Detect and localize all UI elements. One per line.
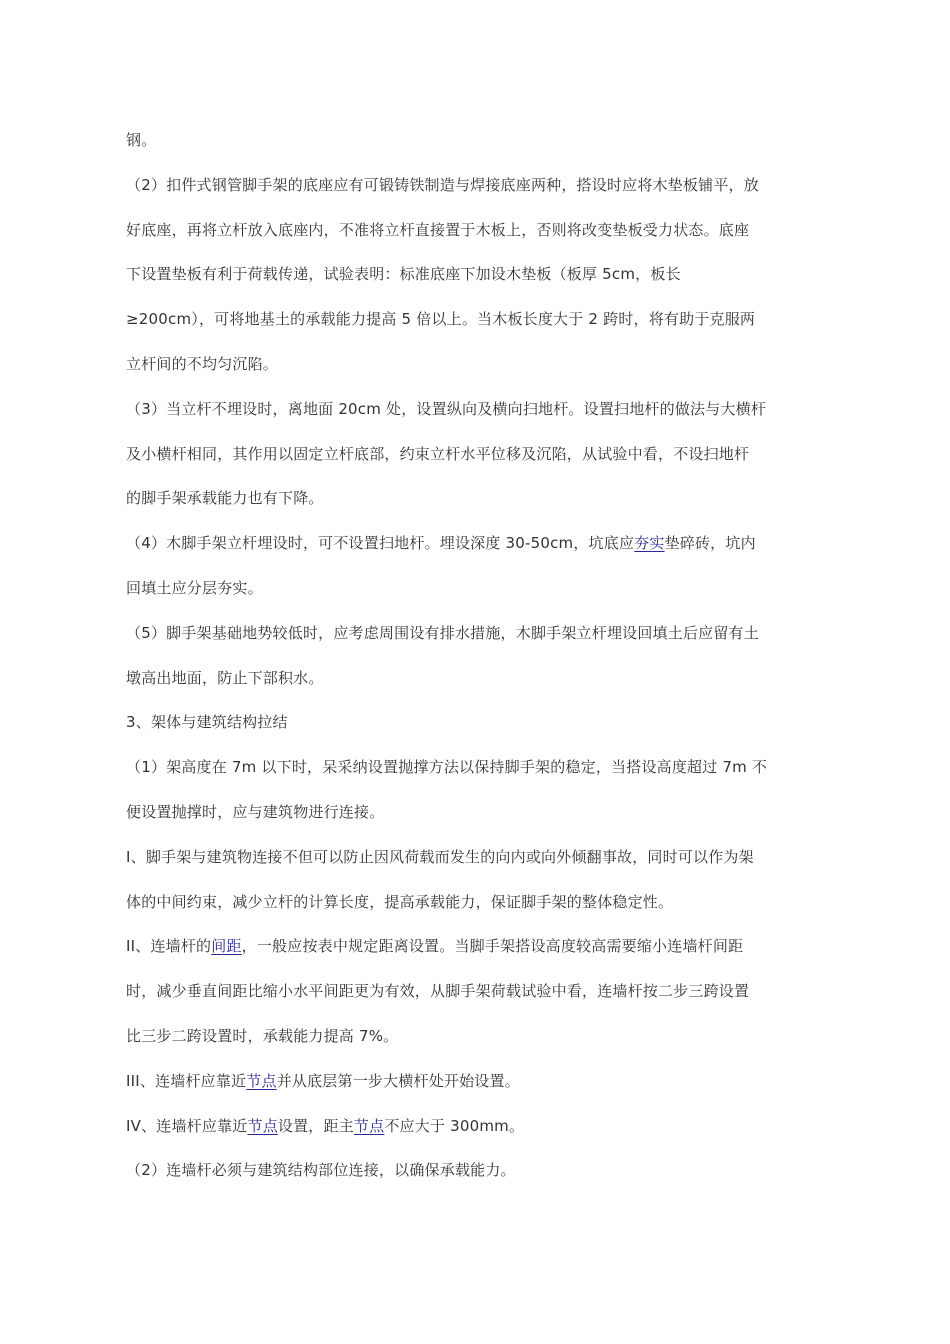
link-jiedian[interactable]: 节点 <box>246 1071 277 1090</box>
text-segment: IV、连墙杆应靠近 <box>126 1116 248 1135</box>
text-line <box>126 969 826 1014</box>
text-line <box>126 521 826 566</box>
text-segment: 的脚手架承载能力也有下降。 <box>126 489 324 508</box>
link-jiedian[interactable]: 节点 <box>247 1116 278 1135</box>
text-line <box>126 656 826 701</box>
text-segment: （5）脚手架基础地势较低时，应考虑周围设有排水措施，木脚手架立杆埋设回填土后应留有土 <box>126 623 759 642</box>
text-segment: 时，减少垂直间距比缩小水平间距更为有效，从脚手架荷载试验中看，连墙杆按二步三跨设置 <box>126 982 750 1001</box>
text-segment: （4）木脚手架立杆埋设时，可不设置扫地杆。埋设深度 30-50cm，坑底应 <box>126 534 635 553</box>
text-line <box>126 835 826 880</box>
text-line <box>126 924 826 969</box>
link-jianju[interactable]: 间距 <box>211 937 242 956</box>
document-body <box>126 118 826 1193</box>
text-line <box>126 1014 826 1059</box>
text-line <box>126 476 826 521</box>
text-line <box>126 342 826 387</box>
text-segment: 3、架体与建筑结构拉结 <box>126 713 288 732</box>
text-segment: 垫碎砖，坑内 <box>664 534 756 553</box>
text-segment: （1）架高度在 7m 以下时，呆采纳设置抛撑方法以保持脚手架的稳定，当搭设高度超过 7m 不 <box>126 758 768 777</box>
link-hangshi[interactable]: 夯实 <box>634 534 665 553</box>
text-segment: 墩高出地面，防止下部积水。 <box>126 668 324 687</box>
text-segment: 比三步二跨设置时，承载能力提高 7%。 <box>126 1026 399 1045</box>
text-line <box>126 118 826 163</box>
text-segment: （3）当立杆不埋设时，离地面 20cm 处，设置纵向及横向扫地杆。设置扫地杆的做法与大横杆 <box>126 399 767 418</box>
text-line <box>126 252 826 297</box>
text-segment: 及小横杆相同，其作用以固定立杆底部，约束立杆水平位移及沉陷，从试验中看，不设扫地杆 <box>126 444 750 463</box>
text-segment: 下设置垫板有利于荷载传递，试验表明：标准底座下加设木垫板（板厚 5cm，板长 <box>126 265 681 284</box>
section-heading <box>126 700 826 745</box>
text-line <box>126 1148 826 1193</box>
text-line <box>126 566 826 611</box>
text-segment: ，一般应按表中规定距离设置。当脚手架搭设高度较高需要缩小连墙杆间距 <box>241 937 744 956</box>
text-segment: 好底座，再将立杆放入底座内，不准将立杆直接置于木板上，否则将改变垫板受力状态。底座 <box>126 220 750 239</box>
text-segment: （2）连墙杆必须与建筑结构部位连接，以确保承载能力。 <box>126 1161 516 1180</box>
text-segment: 钢。 <box>126 131 157 149</box>
text-segment: III、连墙杆应靠近 <box>126 1071 247 1090</box>
text-segment: II、连墙杆的 <box>126 937 212 956</box>
text-line <box>126 432 826 477</box>
text-line <box>126 163 826 208</box>
text-segment: 立杆间的不均匀沉陷。 <box>126 354 279 373</box>
text-line <box>126 387 826 432</box>
text-segment: ≥200cm），可将地基土的承载能力提高 5 倍以上。当木板长度大于 2 跨时，将有助于克服两 <box>126 310 756 329</box>
text-segment: 体的中间约束，减少立杆的计算长度，提高承载能力，保证脚手架的整体稳定性。 <box>126 892 674 911</box>
text-line <box>126 1059 826 1104</box>
text-line <box>126 297 826 342</box>
text-line <box>126 208 826 253</box>
text-line <box>126 745 826 790</box>
text-line <box>126 880 826 925</box>
text-segment: 设置，距主 <box>277 1116 354 1135</box>
text-segment: 不应大于 300mm。 <box>384 1116 525 1135</box>
text-segment: 便设置抛撑时，应与建筑物进行连接。 <box>126 802 385 821</box>
text-segment: （2）扣件式钢管脚手架的底座应有可锻铸铁制造与焊接底座两种，搭设时应将木垫板铺平，放 <box>126 175 759 194</box>
link-jiedian[interactable]: 节点 <box>353 1116 385 1135</box>
text-line <box>126 790 826 835</box>
text-segment: 并从底层第一步大横杆处开始设置。 <box>276 1071 520 1090</box>
text-segment: 回填土应分层夯实。 <box>126 578 263 597</box>
text-line <box>126 1104 826 1149</box>
text-line <box>126 611 826 656</box>
text-segment: I、脚手架与建筑物连接不但可以防止因风荷载而发生的向内或向外倾翻事故，同时可以作为架 <box>126 847 754 866</box>
